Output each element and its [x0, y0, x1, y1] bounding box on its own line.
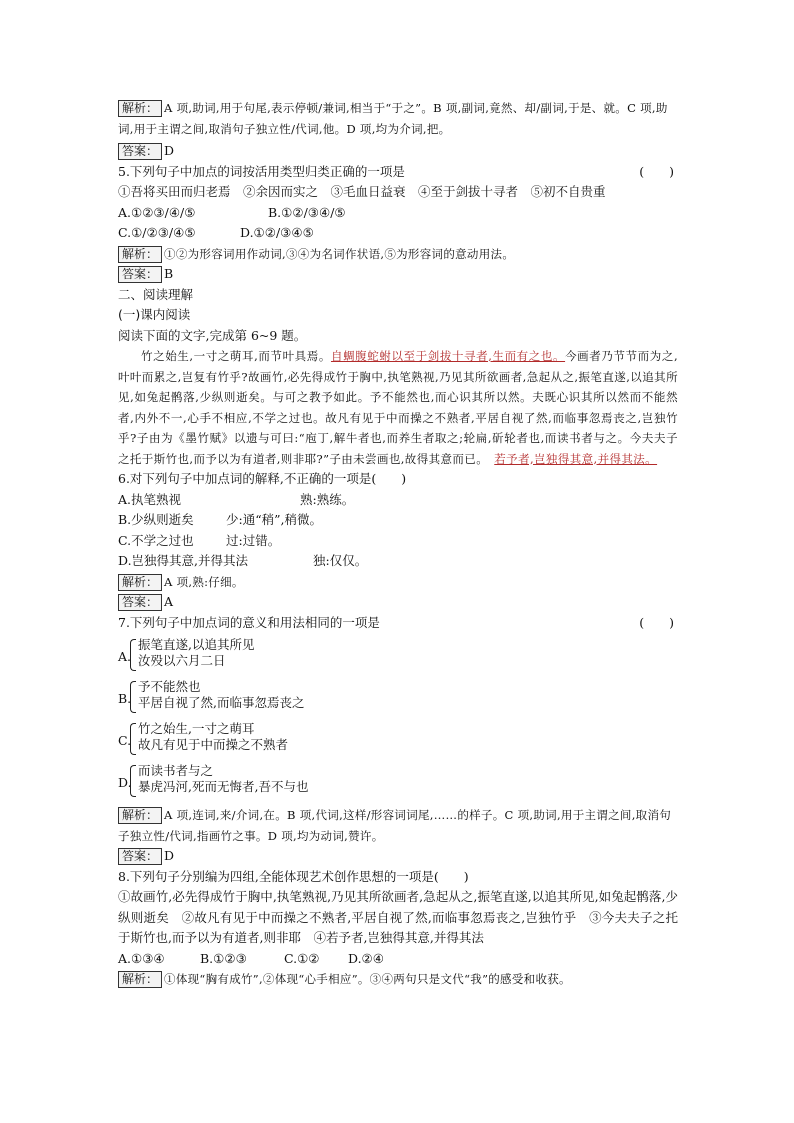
option-letter: D. — [118, 775, 132, 790]
q7-option-d-line2: 暴虎冯河,死而无悔者,吾不与也 — [138, 779, 309, 794]
analysis-label: 解析： — [118, 971, 162, 988]
q4-analysis — [118, 98, 678, 139]
q4-answer — [118, 141, 678, 162]
brace-icon — [130, 765, 136, 797]
q5-options-row2 — [118, 223, 678, 244]
q8-option-a: A.①③④ — [118, 950, 165, 966]
q6-analysis — [118, 572, 678, 593]
option-letter: C. — [118, 733, 132, 748]
passage-highlight-2: 若予者,岂独得其意,并得其法。 — [494, 451, 658, 466]
q7-stem-text: 7.下列句子中加点词的意义和用法相同的一项是 — [118, 614, 380, 630]
answer-label: 答案： — [118, 266, 162, 283]
q7-option-c-line1: 竹之始生,一寸之萌耳 — [138, 721, 255, 736]
q4-analysis-text: A 项,助词,用于句尾,表示停顿/兼词,相当于“于之”。B 项,副词,竟然、却/副词,于是、就。C 项,助词,用于主谓之间,取消句子独立性/代词,他。D 项,均为介词,把。 — [118, 101, 668, 136]
q7-analysis-text: A 项,连词,来/介词,在。B 项,代词,这样/形容词词尾,……的样子。C 项,助词,用于主谓之间,取消句子独立性/代词,指画竹之事。D 项,均为动词,赞许。 — [118, 808, 672, 843]
q6-option-d-sentence: D.岂独得其意,并得其法 — [118, 553, 249, 568]
brace-icon — [130, 639, 136, 671]
q7-paren: ( ) — [639, 614, 674, 630]
q7-option-b-line1: 予不能然也 — [138, 679, 201, 694]
analysis-label: 解析： — [118, 807, 162, 824]
q7-stem — [118, 613, 678, 634]
q6-option-c — [118, 531, 678, 552]
q6-option-b — [118, 510, 678, 531]
answer-label: 答案： — [118, 594, 162, 611]
q5-option-a: A.①②③/④/⑤ — [118, 204, 196, 220]
q7-option-a-line2: 汝殁以六月二日 — [138, 653, 226, 668]
q5-paren: ( ) — [639, 163, 674, 179]
q7-option-d — [118, 763, 678, 801]
analysis-label: 解析： — [118, 574, 162, 591]
q6-analysis-text: A 项,熟:仔细。 — [164, 574, 244, 589]
q6-option-b-explanation: 少:通“稍”,稍微。 — [226, 512, 322, 527]
q5-analysis — [118, 244, 678, 265]
q5-items: ①吾将买田而归老焉 ②余因而实之 ③毛血日益衰 ④至于剑拔十寻者 ⑤初不自贵重 — [118, 184, 606, 199]
q6-option-a — [118, 490, 678, 511]
answer-label: 答案： — [118, 848, 162, 865]
q5-analysis-text: ①②为形容词用作动词,③④为名词作状语,⑤为形容词的意动用法。 — [164, 246, 515, 261]
option-letter: B. — [118, 691, 132, 706]
passage-highlight-1: 自蜩腹蛇蚹以至于剑拔十寻者,生而有之也。 — [330, 349, 566, 363]
q7-option-b — [118, 679, 678, 717]
q8-items: ①故画竹,必先得成竹于胸中,执笔熟视,乃见其所欲画者,急起从之,振笔直遂,以追其所见,如兔起鹘落,少纵则逝矣 ②故凡有见于中而操之不熟者,平居自视了然,而临事忽焉丧之,岂独竹乎 ③今夫夫子之托于斯竹也,而予以为有道者,则非耶 ④若予者,岂独得其意,并得其法 — [118, 889, 678, 945]
q7-option-a — [118, 637, 678, 675]
reading-passage — [118, 346, 678, 469]
q6-stem: 6.对下列句子中加点词的解释,不正确的一项是( ) — [118, 471, 407, 486]
q5-answer-text: B — [164, 266, 174, 281]
q8-option-c: C.①② — [284, 950, 320, 966]
q7-analysis — [118, 805, 678, 846]
q6-answer-text: A — [164, 594, 174, 609]
q6-option-c-sentence: C.不学之过也 — [118, 532, 194, 548]
q6-option-a-explanation: 熟:熟练。 — [300, 491, 355, 507]
section-intro: 阅读下面的文字,完成第 6~9 题。 — [118, 327, 307, 343]
q5-options-row1 — [118, 203, 678, 224]
q4-answer-text: D — [164, 143, 175, 158]
analysis-label: 解析： — [118, 246, 162, 263]
q6-option-a-sentence: A.执笔熟视 — [118, 491, 182, 507]
q7-option-c-line2: 故凡有见于中而操之不熟者 — [138, 737, 289, 752]
passage-p2: 今画者乃节节而为之,叶叶而累之,岂复有竹乎?故画竹,必先得成竹于胸中,执笔熟视,乃见其所欲画者,急起从之,振笔直遂,以追其所见,如兔起鹘落,少纵则逝矣。与可之教予如此。予不能然也,而心识其所以然。夫既心识其所以然而不能然者,内外不一,心手不相应,不学之过也。故凡有见于中而操之不熟者,平居自视了然,而临事忽焉丧之,岂独竹乎?子由为《墨竹赋》以遗与可曰:“庖丁,解牛者也,而养生者取之;轮扁,斫轮者也,而读书者与之。今夫夫子之托于斯竹也,而予以为有道者,则非耶?”子由未尝画也,故得其意而已。 — [118, 349, 679, 466]
q6-option-c-explanation: 过:过错。 — [226, 532, 281, 548]
q5-option-d: D.①②/③④⑤ — [240, 225, 314, 240]
q8-option-d: D.②④ — [348, 950, 384, 966]
option-letter: A. — [118, 649, 132, 664]
q7-option-b-line2: 平居自视了然,而临事忽焉丧之 — [138, 695, 305, 710]
q5-stem — [118, 162, 678, 183]
document-page — [118, 96, 678, 990]
q7-answer-text: D — [164, 848, 175, 863]
answer-label: 答案： — [118, 143, 162, 160]
q8-stem: 8.下列句子分别编为四组,全能体现艺术创作思想的一项是( ) — [118, 868, 469, 884]
q7-option-c — [118, 721, 678, 759]
q5-stem-text: 5.下列句子中加点的词按活用类型归类正确的一项是 — [118, 163, 405, 179]
q5-answer — [118, 264, 678, 285]
q7-option-a-line1: 振笔直遂,以追其所见 — [138, 637, 255, 652]
q7-answer — [118, 846, 678, 867]
q5-option-b: B.①②/③④/⑤ — [268, 204, 346, 220]
q8-analysis-text: ①体现“胸有成竹”,②体现“心手相应”。③④两句只是文代“我”的感受和收获。 — [164, 972, 571, 986]
q7-option-d-line1: 而读书者与之 — [138, 763, 214, 778]
q5-option-c: C.①/②③/④⑤ — [118, 225, 196, 240]
q8-analysis — [118, 969, 678, 990]
q8-option-b: B.①②③ — [200, 950, 247, 966]
brace-icon — [130, 681, 136, 713]
passage-p1: 竹之始生,一寸之萌耳,而节叶具焉。 — [141, 349, 331, 363]
q6-option-b-sentence: B.少纵则逝矣 — [118, 512, 194, 527]
q8-options — [118, 949, 678, 970]
analysis-label: 解析： — [118, 100, 162, 117]
section-title: 二、阅读理解 — [118, 286, 194, 302]
section-subtitle: (一)课内阅读 — [118, 307, 191, 322]
q6-option-d-explanation: 独:仅仅。 — [313, 553, 368, 568]
q6-answer — [118, 592, 678, 613]
q6-option-d — [118, 551, 678, 572]
brace-icon — [130, 723, 136, 755]
